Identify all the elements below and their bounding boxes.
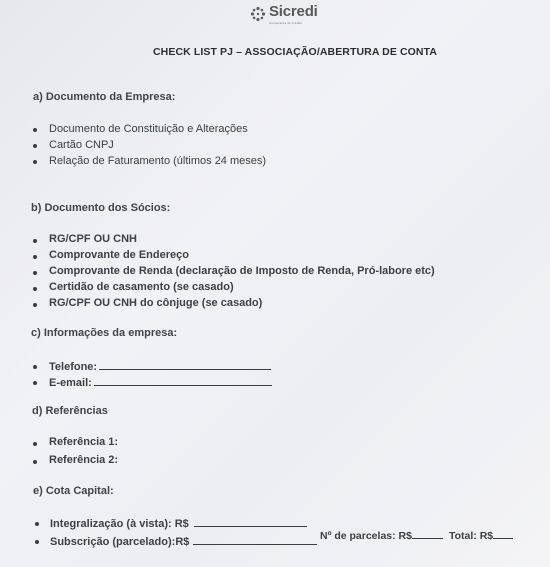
email-blank-line [94, 375, 272, 386]
bullet [33, 442, 37, 446]
subscricao-field [50, 534, 317, 548]
list-item: Documento de Constituição e Alterações [49, 123, 248, 135]
bullet [33, 255, 37, 259]
section-b-heading: b) Documento dos Sócios: [31, 202, 171, 214]
list-item: Referência 1: [49, 436, 119, 448]
logo-tagline: Cooperativa de Crédito [269, 21, 303, 25]
list-item: RG/CPF OU CNH [49, 233, 137, 245]
sicredi-logo [250, 4, 318, 25]
bullet [33, 239, 37, 243]
integralizacao-label: Integralização (à vista): R$ [50, 518, 189, 530]
section-d-heading: d) Referências [32, 405, 108, 417]
bullet [33, 381, 37, 385]
bullet [33, 144, 37, 148]
bullet [33, 160, 37, 164]
section-c-heading: c) Informações da empresa: [31, 327, 178, 339]
list-item: Comprovante de Renda (declaração de Imposto de Renda, Pró-labore etc) [49, 265, 435, 277]
phone-label: Telefone: [49, 361, 98, 373]
list-item: RG/CPF OU CNH do cônjuge (se casado) [49, 297, 263, 309]
integralizacao-field [50, 516, 307, 530]
bullet [35, 522, 39, 526]
bullet [33, 271, 37, 275]
email-field [49, 375, 272, 389]
list-item: Referência 2: [49, 454, 119, 466]
list-item: Cartão CNPJ [49, 139, 114, 151]
bullet [33, 365, 37, 369]
section-e-heading: e) Cota Capital: [33, 485, 114, 497]
logo-name: Sicredi [269, 3, 318, 20]
phone-field [49, 359, 271, 373]
total-field [449, 528, 513, 542]
list-item: Comprovante de Endereço [49, 249, 189, 261]
phone-blank-line [99, 359, 271, 370]
bullet [33, 287, 37, 291]
bullet [35, 540, 39, 544]
section-a-heading: a) Documento da Empresa: [33, 91, 176, 103]
integralizacao-blank-line [194, 516, 307, 527]
total-label: Total: R$ [449, 530, 494, 542]
bullet [33, 460, 37, 464]
total-blank-line [493, 528, 513, 539]
bullet [33, 303, 37, 307]
sicredi-logo-icon [250, 6, 266, 22]
subscricao-blank-line [193, 534, 317, 545]
parcelas-label: Nº de parcelas: R$ [320, 530, 412, 542]
bullet [33, 128, 37, 132]
page-title: CHECK LIST PJ – ASSOCIAÇÃO/ABERTURA DE CONTA [153, 46, 438, 58]
parcelas-field [320, 528, 443, 542]
list-item: Certidão de casamento (se casado) [49, 281, 234, 293]
parcelas-blank-line [412, 528, 443, 539]
subscricao-label: Subscrição (parcelado):R$ [50, 536, 190, 548]
email-label: E-email: [49, 377, 92, 389]
list-item: Relação de Faturamento (últimos 24 meses) [49, 155, 267, 167]
